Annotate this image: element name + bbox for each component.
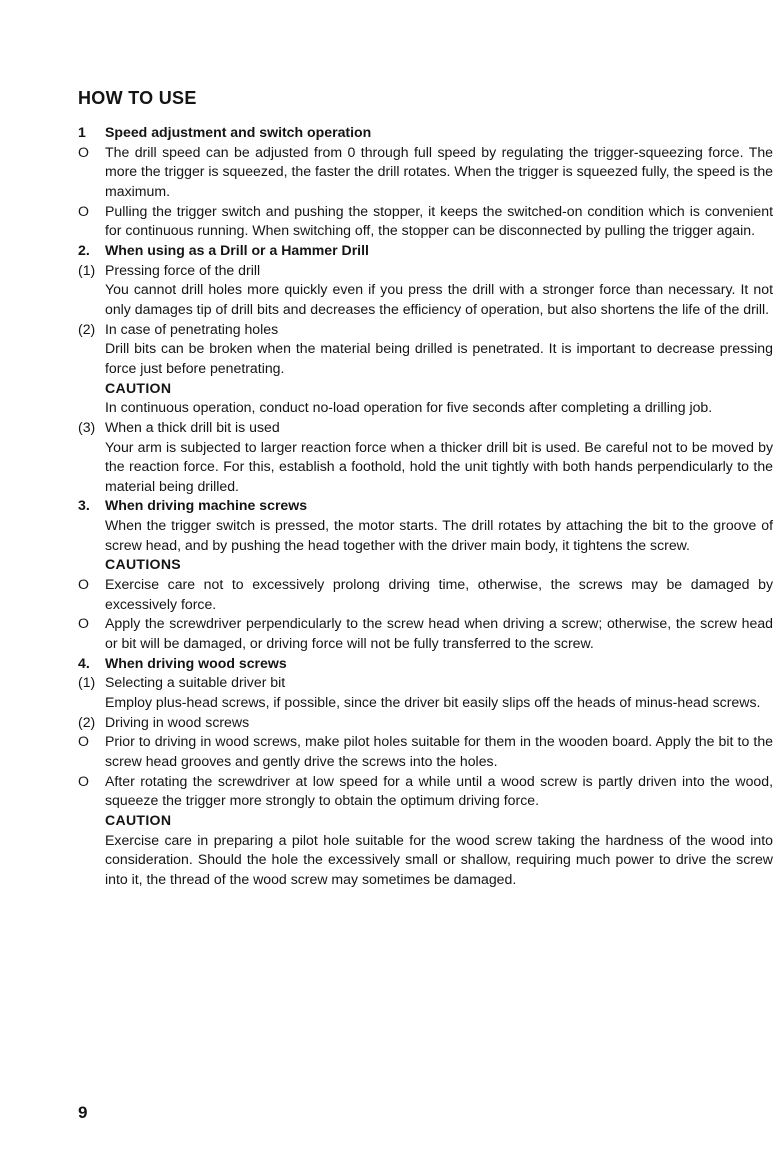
item-marker: O bbox=[78, 576, 89, 593]
item-text: Apply the screwdriver perpendicularly to the screw head when driving a screw; otherwise, the screw head or bit will be damaged, or driving force will not be fully transferred to the screw. bbox=[105, 615, 773, 652]
paragraph: You cannot drill holes more quickly even if you press the drill with a stronger force than necessary. It not only damages tip of drill bits and decreases the efficiency of operation, but also shortens the life of the drill. bbox=[105, 281, 773, 317]
section-heading bbox=[78, 241, 773, 261]
caution-heading: CAUTION bbox=[105, 379, 172, 396]
item-marker: (2) bbox=[78, 713, 96, 730]
paragraph: Your arm is subjected to larger reaction force when a thicker drill bit is used. Be careful not to be moved by the reaction force. For this, establish a foothold, hold the unit tightly with both hands perpendicularly to the material being drilled. bbox=[105, 438, 773, 494]
section-heading bbox=[78, 123, 773, 143]
caution-heading: CAUTIONS bbox=[105, 556, 181, 573]
paragraph: Employ plus-head screws, if possible, since the driver bit easily slips off the heads of minus-head screws. bbox=[105, 694, 761, 711]
item-marker: (1) bbox=[78, 261, 96, 278]
item-marker: 3. bbox=[78, 497, 90, 514]
item-text: In case of penetrating holes bbox=[105, 320, 279, 337]
list-item bbox=[78, 261, 773, 281]
section-heading bbox=[78, 496, 773, 516]
item-text: Driving in wood screws bbox=[105, 713, 250, 730]
list-item bbox=[78, 418, 773, 438]
manual-body bbox=[78, 123, 773, 890]
list-item bbox=[78, 732, 773, 771]
item-marker: 1 bbox=[78, 124, 86, 140]
list-item bbox=[78, 320, 773, 340]
page-number: 9 bbox=[78, 1103, 88, 1122]
item-marker: 4. bbox=[78, 654, 90, 671]
item-text: Selecting a suitable driver bit bbox=[105, 674, 286, 691]
item-text: Pressing force of the drill bbox=[105, 261, 261, 278]
item-text: The drill speed can be adjusted from 0 through full speed by regulating the trigger-squeezing force. The more the trigger is squeezed, the faster the drill rotates. When the trigger is squeezed fully, the speed is the maximum. bbox=[105, 143, 773, 199]
item-text: Exercise care not to excessively prolong driving time, otherwise, the screws may be damaged by excessively force. bbox=[105, 576, 773, 612]
item-marker: O bbox=[78, 202, 89, 219]
heading-text: When driving machine screws bbox=[105, 497, 308, 514]
list-item bbox=[78, 143, 773, 202]
paragraph: In continuous operation, conduct no-load operation for five seconds after completing a drilling job. bbox=[105, 399, 713, 416]
heading-text: When driving wood screws bbox=[105, 654, 287, 671]
heading-text: Speed adjustment and switch operation bbox=[105, 124, 372, 140]
item-text: When a thick drill bit is used bbox=[105, 418, 280, 435]
list-item bbox=[78, 772, 773, 811]
item-marker: (2) bbox=[78, 320, 96, 337]
item-marker: O bbox=[78, 143, 89, 160]
list-item bbox=[78, 614, 773, 653]
page-title: HOW TO USE bbox=[78, 88, 197, 108]
list-item bbox=[78, 673, 773, 693]
item-marker: 2. bbox=[78, 241, 90, 258]
item-text: Prior to driving in wood screws, make pilot holes suitable for them in the wooden board. Apply the bit to the screw head grooves and gently drive the screws into the holes. bbox=[105, 733, 773, 769]
item-marker: O bbox=[78, 733, 89, 750]
paragraph: Exercise care in preparing a pilot hole suitable for the wood screw taking the hardness of the wood into consideration. Should the hole the excessively small or shallow, requiring much power to drive the screw into it, the thread of the wood screw may sometimes be damaged. bbox=[105, 831, 773, 887]
section-heading bbox=[78, 654, 773, 674]
heading-text: When using as a Drill or a Hammer Drill bbox=[105, 241, 369, 258]
item-marker: O bbox=[78, 615, 89, 632]
list-item bbox=[78, 202, 773, 241]
paragraph: Drill bits can be broken when the material being drilled is penetrated. It is important to decrease pressing force just before penetrating. bbox=[105, 340, 773, 376]
item-marker: (3) bbox=[78, 418, 96, 435]
item-text: Pulling the trigger switch and pushing the stopper, it keeps the switched-on condition which is convenient for continuous running. When switching off, the stopper can be disconnected by pulling the trigger again. bbox=[105, 202, 773, 239]
item-marker: O bbox=[78, 772, 89, 789]
paragraph: When the trigger switch is pressed, the motor starts. The drill rotates by attaching the bit to the groove of screw head, and by pushing the head together with the driver main body, it tightens the screw. bbox=[105, 517, 773, 553]
list-item bbox=[78, 575, 773, 614]
caution-heading: CAUTION bbox=[105, 811, 172, 828]
item-text: After rotating the screwdriver at low speed for a while until a wood screw is partly driven into the wood, squeeze the trigger more strongly to obtain the optimum driving force. bbox=[105, 772, 773, 809]
list-item bbox=[78, 713, 773, 733]
item-marker: (1) bbox=[78, 674, 96, 691]
